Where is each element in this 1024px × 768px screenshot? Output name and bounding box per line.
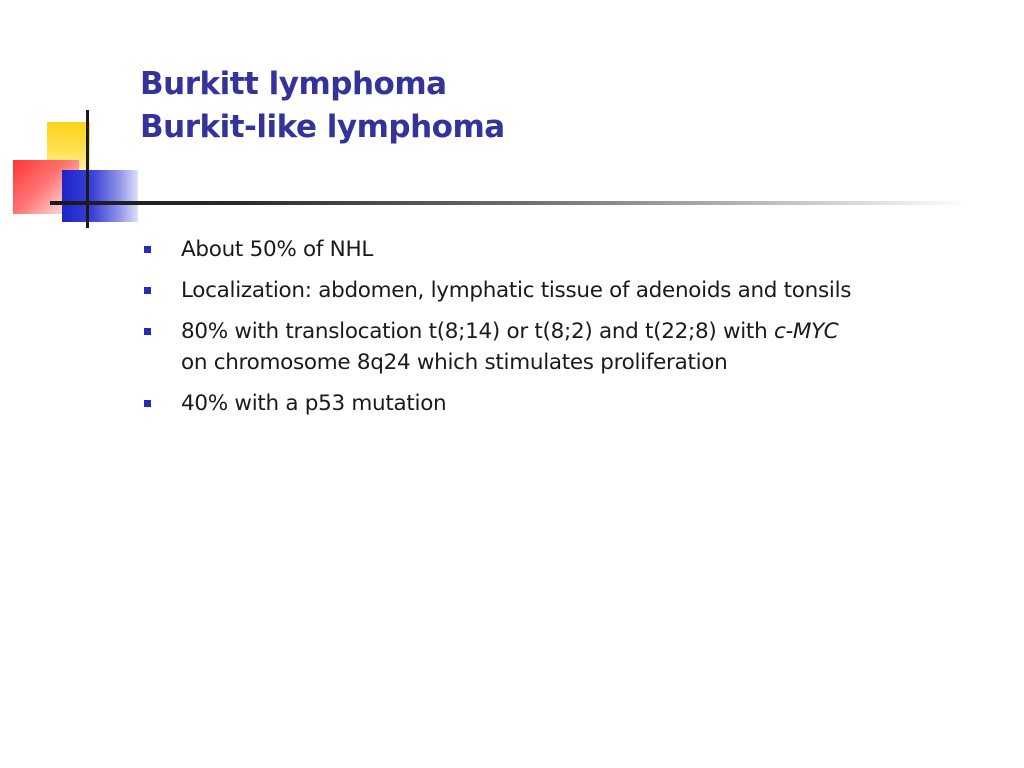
decorative-vertical-line — [86, 110, 89, 228]
square-bullet-icon — [144, 287, 151, 294]
bullet-list — [142, 234, 1002, 429]
title-line-2: Burkit-like lymphoma — [140, 109, 505, 145]
list-item — [142, 275, 1002, 306]
title-divider-line — [50, 201, 970, 205]
bullet-text-line-2: on chromosome 8q24 which stimulates proliferation — [181, 350, 728, 375]
decorative-blue-square — [62, 170, 138, 222]
bullet-text-line-1 — [181, 316, 1002, 347]
list-item — [142, 316, 1002, 378]
bullet-text-prefix: 80% with translocation t(8;14) or t(8;2) and t(22;8) with — [181, 319, 774, 344]
list-item — [142, 388, 1002, 419]
square-bullet-icon — [144, 328, 151, 335]
title-line-1: Burkitt lymphoma — [140, 66, 447, 102]
list-item — [142, 234, 1002, 265]
square-bullet-icon — [144, 246, 151, 253]
gene-name: c-MYC — [773, 319, 839, 344]
slide-title — [140, 63, 505, 149]
bullet-text: 40% with a p53 mutation — [181, 391, 447, 416]
bullet-text: Localization: abdomen, lymphatic tissue of adenoids and tonsils — [181, 278, 852, 303]
square-bullet-icon — [144, 400, 151, 407]
bullet-text: About 50% of NHL — [181, 237, 374, 262]
